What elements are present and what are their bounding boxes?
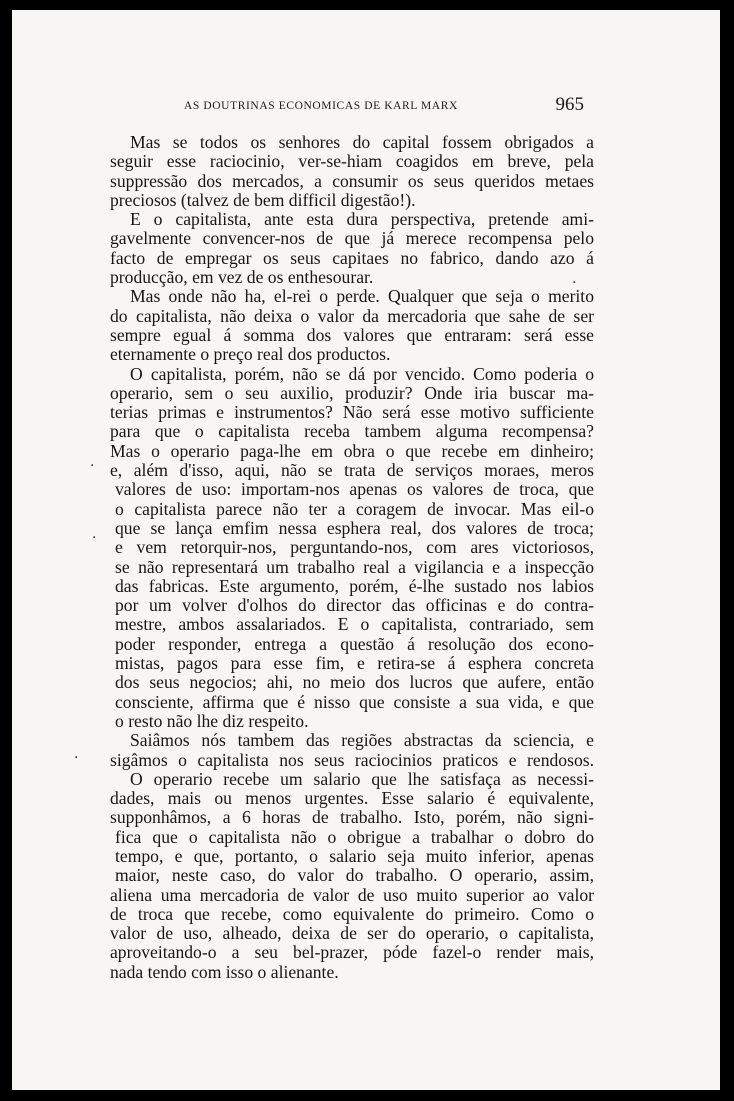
page-number: 965 xyxy=(555,94,584,115)
book-page xyxy=(12,10,720,1090)
text-line: operario, sem o seu auxilio, produzir? Onde iria buscar ma- xyxy=(110,382,594,403)
text-line: sempre egual á somma dos valores que entraram: será esse xyxy=(110,324,594,345)
text-line: nada tendo com isso o alienante. xyxy=(110,961,339,982)
text-line: producção, em vez de os enthesourar. xyxy=(110,267,374,288)
text-line: Mas o operario paga-lhe em obra o que recebe em dinheiro; xyxy=(110,440,594,461)
text-line: fica que o capitalista não o obrigue a trabalhar o dobro do xyxy=(115,826,594,847)
text-line: tempo, e que, portanto, o salario seja muito inferior, apenas xyxy=(115,845,594,866)
text-line: por um volver d'olhos do director das officinas e do contra- xyxy=(115,595,594,616)
text-line: suppressão dos mercados, a consumir os seus queridos metaes xyxy=(110,170,594,191)
text-line: eternamente o preço real dos productos. xyxy=(110,344,391,365)
text-line: sigâmos o capitalista nos seus raciocinios praticos e rendosos. xyxy=(110,749,594,770)
text-line: e, além d'isso, aqui, não se trata de serviços moraes, meros xyxy=(110,460,594,481)
text-line: que se lança emfim nessa esphera real, dos valores de troca; xyxy=(115,517,594,538)
text-line: preciosos (talvez de bem difficil digestão!). xyxy=(110,189,416,210)
text-line: o resto não lhe diz respeito. xyxy=(115,710,309,731)
text-line: O operario recebe um salario que lhe satisfaça as necessi- xyxy=(130,768,594,789)
text-line: facto de empregar os seus capitaes no fabrico, dando azo á xyxy=(110,247,594,268)
text-line: Saiâmos nós tambem das regiões abstractas da sciencia, e xyxy=(130,730,594,751)
text-line: Mas onde não ha, el-rei o perde. Qualquer que seja o merito xyxy=(130,286,594,307)
text-line: dades, mais ou menos urgentes. Esse salario é equivalente, xyxy=(110,788,594,809)
text-line: maior, neste caso, do valor do trabalho. O operario, assim, xyxy=(115,865,594,886)
text-line: aliena uma mercadoria de valor de uso muito superior ao valor xyxy=(110,884,594,905)
text-line: supponhâmos, a 6 horas de trabalho. Isto, porém, não signi- xyxy=(110,807,594,828)
print-speck: · xyxy=(572,275,577,291)
text-line: aproveitando-o a seu bel-prazer, póde fazel-o render mais, xyxy=(110,942,594,963)
print-speck: · xyxy=(74,750,79,766)
text-line: do capitalista, não deixa o valor da mercadoria que sahe de ser xyxy=(110,305,594,326)
text-line: consciente, affirma que é nisso que consiste a sua vida, e que xyxy=(115,691,594,712)
text-line: mistas, pagos para esse fim, e retira-se á esphera concreta xyxy=(115,653,594,674)
text-line: dos seus negocios; ahi, no meio dos lucros que aufere, então xyxy=(115,672,594,693)
running-title: AS DOUTRINAS ECONOMICAS DE KARL MARX xyxy=(184,100,458,112)
text-line: gavelmente convencer-nos de que já merece recompensa pelo xyxy=(110,228,594,249)
text-line: valor de uso, alheado, deixa de ser do operario, o capitalista, xyxy=(110,923,594,944)
text-line: e vem retorquir-nos, perguntando-nos, com ares victoriosos, xyxy=(115,537,594,558)
text-line: E o capitalista, ante esta dura perspectiva, pretende ami- xyxy=(130,209,594,230)
print-speck: · xyxy=(90,458,95,474)
text-line: O capitalista, porém, não se dá por vencido. Como poderia o xyxy=(130,363,594,384)
text-line: Mas se todos os senhores do capital fossem obrigados a xyxy=(130,132,594,152)
body-text xyxy=(110,133,594,982)
text-line: das fabricas. Este argumento, porém, é-lhe sustado nos labios xyxy=(115,575,594,596)
text-line: se não representará um trabalho real a vigilancia e a inspecção xyxy=(115,556,594,577)
text-line: de troca que recebe, como equivalente do primeiro. Como o xyxy=(110,903,594,924)
text-line: mestre, ambos assalariados. E o capitalista, contrariado, sem xyxy=(115,614,594,635)
text-line: o capitalista parece não ter a coragem de invocar. Mas eil-o xyxy=(115,498,594,519)
text-line: para que o capitalista receba tambem alguma recompensa? xyxy=(110,421,594,442)
page-header xyxy=(184,94,584,118)
print-speck: · xyxy=(92,530,97,546)
text-line: valores de uso: importam-nos apenas os valores de troca, que xyxy=(115,479,594,500)
text-line: poder responder, entrega a questão á resolução dos econo- xyxy=(115,633,594,654)
text-line: seguir esse raciocinio, ver-se-hiam coagidos em breve, pela xyxy=(110,151,594,172)
text-line: terias primas e instrumentos? Não será esse motivo sufficiente xyxy=(110,402,594,423)
